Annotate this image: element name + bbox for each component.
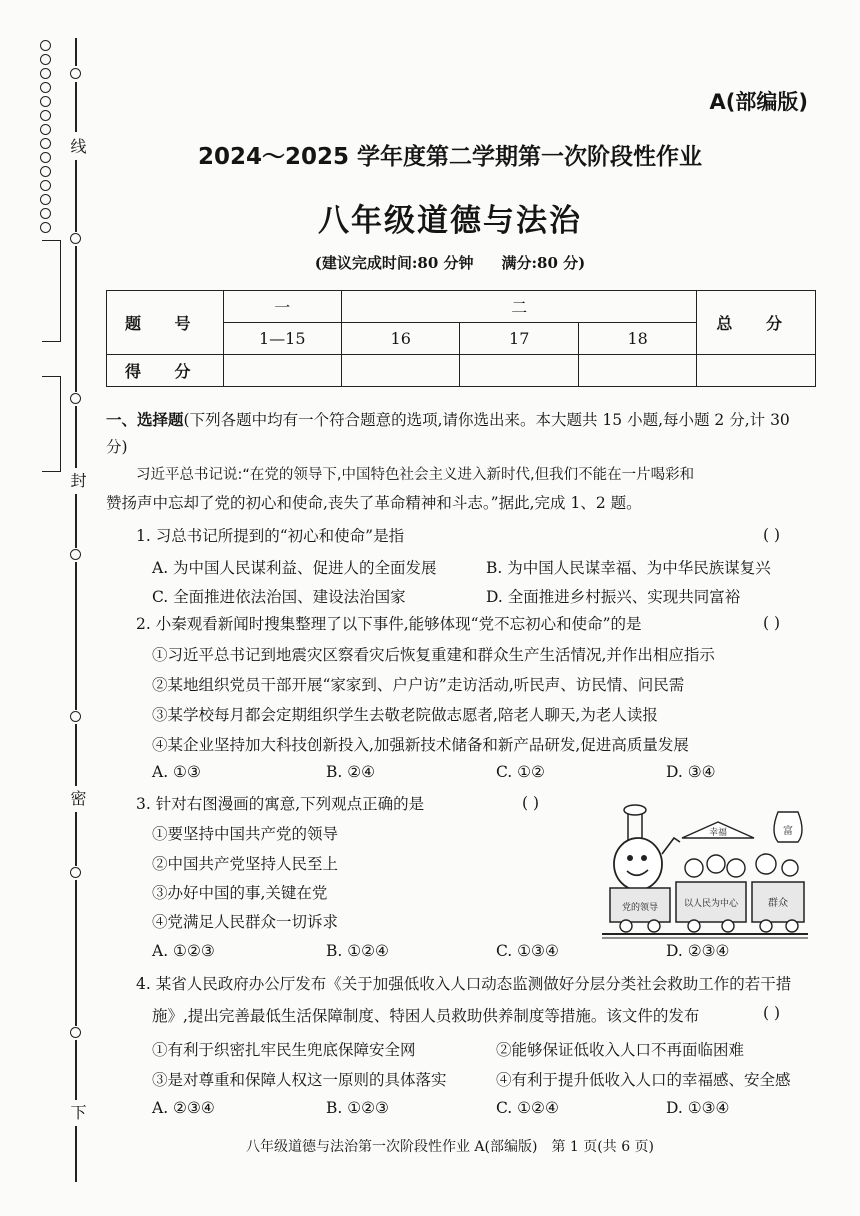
section-one-header: 一 xyxy=(223,291,341,323)
section-two-header: 二 xyxy=(342,291,697,323)
edition-label: A(部编版) xyxy=(709,90,808,114)
q1-option-a[interactable]: A. 为中国人民谋利益、促进人的全面发展 xyxy=(152,559,437,577)
q3-item-2: ②中国共产党坚持人民至上 xyxy=(152,855,339,873)
q2-stem: 2. 小秦观看新闻时搜集整理了以下事件,能够体现“党不忘初心和使命”的是 xyxy=(136,615,642,633)
q3-stem: 3. 针对右图漫画的寓意,下列观点正确的是 xyxy=(136,795,425,813)
binding-line xyxy=(75,406,77,468)
binding-line xyxy=(75,494,77,548)
footer-title: 八年级道德与法治第一次阶段性作业 A(部编版) xyxy=(245,1139,538,1155)
section-heading: 一、选择题 xyxy=(106,410,184,429)
q4-option-b[interactable]: B. ①②③ xyxy=(326,1099,389,1117)
q2-answer-paren[interactable]: ( ) xyxy=(763,614,781,632)
q4-item-1: ①有利于织密扎牢民生兜底保障安全网 xyxy=(152,1041,416,1059)
cartoon-train-image xyxy=(602,798,808,940)
cartoon-sign-text: 幸福 xyxy=(708,828,728,838)
score-cell[interactable] xyxy=(697,355,816,387)
section-instructions xyxy=(106,406,816,461)
intro-line-2: 赞扬声中忘却了党的初心和使命,丧失了革命精神和斗志。”据此,完成 1、2 题。 xyxy=(106,494,642,512)
binding-ring xyxy=(70,549,81,560)
section-instructions-text: (下列各题中均有一个符合题意的选项,请你选出来。本大题共 15 小题,每小题 2 分,计 30 分) xyxy=(106,411,790,456)
score-cell[interactable] xyxy=(223,355,341,387)
margin-char-down: 下 xyxy=(68,1104,87,1120)
score-row-label: 得 分 xyxy=(107,355,224,387)
q2-option-c[interactable]: C. ①② xyxy=(496,763,545,781)
cartoon-car-label-masses: 群众 xyxy=(768,898,788,909)
binding-ring xyxy=(70,393,81,404)
q2-option-a[interactable]: A. ①③ xyxy=(152,763,201,781)
q2-option-d[interactable]: D. ③④ xyxy=(666,763,716,781)
q1-option-c[interactable]: C. 全面推进依法治国、建设法治国家 xyxy=(152,588,406,606)
question-number-label: 题 号 xyxy=(107,291,224,355)
binding-ring xyxy=(70,867,81,878)
binding-line xyxy=(75,38,77,66)
cartoon-bag-text: 富 xyxy=(783,826,793,837)
binding-line xyxy=(75,880,77,1026)
q2-option-b[interactable]: B. ②④ xyxy=(326,763,376,781)
binding-line xyxy=(75,812,77,866)
q4-answer-paren[interactable]: ( ) xyxy=(763,1004,781,1022)
q4-item-3: ③是对尊重和保障人权这一原则的具体落实 xyxy=(152,1071,447,1089)
binding-line xyxy=(75,82,77,132)
exam-notes xyxy=(0,252,860,273)
q3-answer-paren[interactable]: ( ) xyxy=(522,794,540,812)
q1-option-b[interactable]: B. 为中国人民谋幸福、为中华民族谋复兴 xyxy=(486,559,771,577)
q3-item-1: ①要坚持中国共产党的领导 xyxy=(152,825,339,843)
q4-option-c[interactable]: C. ①②④ xyxy=(496,1099,559,1117)
binding-ring xyxy=(70,68,81,79)
score-cell[interactable] xyxy=(342,355,460,387)
binding-ring xyxy=(70,1027,81,1038)
q2-item-4: ④某企业坚持加大科技创新投入,加强新技术储备和新产品研发,促进高质量发展 xyxy=(152,736,689,754)
col-18: 18 xyxy=(578,323,696,355)
score-table xyxy=(106,290,816,387)
q3-item-4: ④党满足人民群众一切诉求 xyxy=(152,913,339,931)
cartoon-car-label-people: 以人民为中心 xyxy=(683,899,739,909)
score-cell[interactable] xyxy=(460,355,578,387)
binding-ring xyxy=(70,711,81,722)
q4-stem-line-2: 施》,提出完善最低生活保障制度、特困人员救助供养制度等措施。该文件的发布 xyxy=(152,1007,700,1025)
intro-line-1: 习近平总书记说:“在党的领导下,中国特色社会主义进入新时代,但我们不能在一片喝彩和 xyxy=(136,467,695,483)
margin-char-seal: 封 xyxy=(68,472,87,488)
q3-option-a[interactable]: A. ①②③ xyxy=(152,942,215,960)
q4-item-2: ②能够保证低收入人口不再面临困难 xyxy=(496,1041,745,1059)
q2-item-3: ③某学校每月都会定期组织学生去敬老院做志愿者,陪老人聊天,为老人读报 xyxy=(152,706,658,724)
subject-title: 八年级道德与法治 xyxy=(318,203,582,239)
q3-option-c[interactable]: C. ①③④ xyxy=(496,942,559,960)
time-note: (建议完成时间:80 分钟 xyxy=(314,254,474,272)
col-1-15: 1—15 xyxy=(223,323,341,355)
q3-item-3: ③办好中国的事,关键在党 xyxy=(152,884,328,902)
q1-answer-paren[interactable]: ( ) xyxy=(763,526,781,544)
total-score-label: 总 分 xyxy=(697,291,816,355)
q2-item-2: ②某地组织党员干部开展“家家到、户户访”走访活动,听民声、访民情、问民需 xyxy=(152,676,685,694)
score-note: 满分:80 分) xyxy=(501,254,586,272)
margin-char-line: 线 xyxy=(68,138,87,154)
q3-option-b[interactable]: B. ①②④ xyxy=(326,942,389,960)
q2-item-1: ①习近平总书记到地震灾区察看灾后恢复重建和群众生产生活情况,并作出相应指示 xyxy=(152,646,715,664)
binding-bracket xyxy=(42,376,61,472)
cartoon-car-label-party: 党的领导 xyxy=(621,903,659,913)
binding-line xyxy=(75,724,77,786)
q1-option-d[interactable]: D. 全面推进乡村振兴、实现共同富裕 xyxy=(486,588,741,606)
q4-item-4: ④有利于提升低收入人口的幸福感、安全感 xyxy=(496,1071,791,1089)
q1-stem: 1. 习总书记所提到的“初心和使命”是指 xyxy=(136,527,405,545)
q3-option-d[interactable]: D. ②③④ xyxy=(666,942,730,960)
binding-line xyxy=(75,1040,77,1100)
page-footer xyxy=(0,1136,860,1156)
col-17: 17 xyxy=(460,323,578,355)
q4-option-d[interactable]: D. ①③④ xyxy=(666,1099,730,1117)
page-number: 第 1 页(共 6 页) xyxy=(551,1139,655,1155)
exam-title: 2024～2025 学年度第二学期第一次阶段性作业 xyxy=(197,144,703,170)
col-16: 16 xyxy=(342,323,460,355)
margin-char-seal2: 密 xyxy=(68,790,87,806)
binding-line xyxy=(75,562,77,710)
score-cell[interactable] xyxy=(578,355,696,387)
q4-option-a[interactable]: A. ②③④ xyxy=(152,1099,215,1117)
q4-stem-line-1: 4. 某省人民政府办公厅发布《关于加强低收入人口动态监测做好分层分类社会救助工作的若干措 xyxy=(136,975,792,993)
